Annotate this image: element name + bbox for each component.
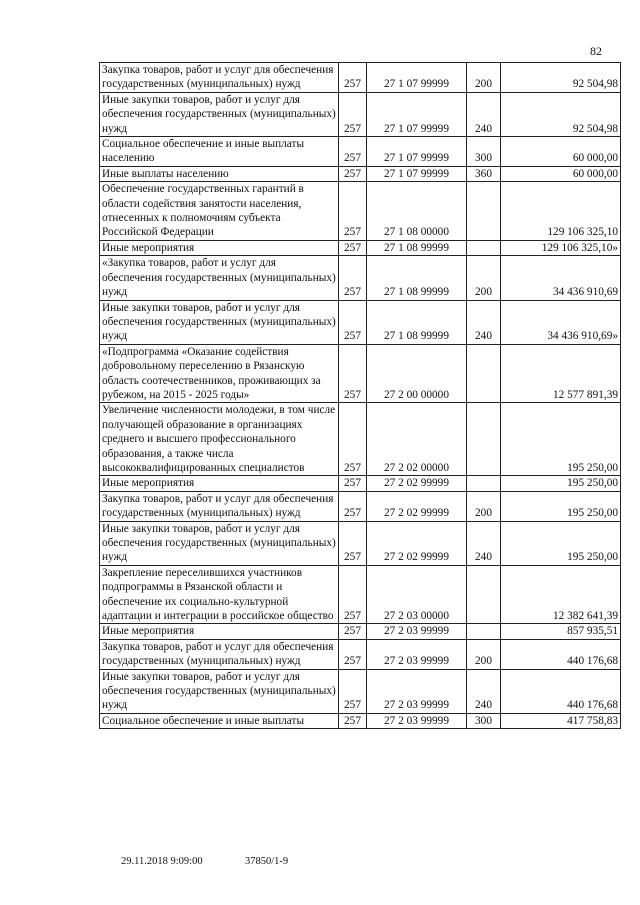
row-sum: 440 176,68: [501, 639, 621, 669]
row-name: Иные закупки товаров, работ и услуг для обеспечения государственных (муниципальных) нужд: [100, 521, 339, 565]
row-vr: [467, 403, 501, 476]
row-vr: [467, 476, 501, 491]
row-sum: 440 176,68: [501, 669, 621, 713]
table-row: [100, 344, 621, 403]
row-sum: 92 504,98: [501, 63, 621, 93]
row-vr: 200: [467, 491, 501, 521]
row-ved: 257: [339, 137, 367, 167]
row-name: Социальное обеспечение и иные выплаты: [100, 713, 339, 728]
row-sum: 92 504,98: [501, 92, 621, 136]
row-ved: 257: [339, 713, 367, 728]
row-ved: 257: [339, 521, 367, 565]
row-ved: 257: [339, 476, 367, 491]
table-row: [100, 476, 621, 491]
footer-doc-id: 37850/1-9: [245, 856, 289, 867]
row-vr: 200: [467, 639, 501, 669]
row-sum: 34 436 910,69»: [501, 300, 621, 344]
row-sum: 60 000,00: [501, 137, 621, 167]
row-vr: 200: [467, 256, 501, 300]
row-csr: 27 2 02 99999: [367, 491, 467, 521]
row-sum: 60 000,00: [501, 166, 621, 181]
row-ved: 257: [339, 256, 367, 300]
row-ved: 257: [339, 624, 367, 639]
row-vr: 240: [467, 521, 501, 565]
table-row: [100, 713, 621, 728]
row-ved: 257: [339, 669, 367, 713]
row-csr: 27 2 03 99999: [367, 624, 467, 639]
row-csr: 27 2 02 99999: [367, 476, 467, 491]
row-name: Закрепление переселившихся участников подпрограммы в Рязанской области и обеспечение их социально-культурной адаптации и интеграции в российское общество: [100, 565, 339, 624]
row-csr: 27 2 03 99999: [367, 713, 467, 728]
table-row: [100, 491, 621, 521]
table-row: [100, 63, 621, 93]
row-sum: 195 250,00: [501, 521, 621, 565]
row-csr: 27 1 08 99999: [367, 300, 467, 344]
row-sum: 34 436 910,69: [501, 256, 621, 300]
row-sum: 417 758,83: [501, 713, 621, 728]
row-name: Закупка товаров, работ и услуг для обеспечения государственных (муниципальных) нужд: [100, 491, 339, 521]
row-vr: 200: [467, 63, 501, 93]
row-vr: [467, 182, 501, 241]
row-sum: 195 250,00: [501, 476, 621, 491]
row-name: «Подпрограмма «Оказание содействия добровольному переселению в Рязанскую область соотечественников, проживающих за рубежом, на 2015 - 2025 годы»: [100, 344, 339, 403]
row-vr: [467, 344, 501, 403]
row-name: Закупка товаров, работ и услуг для обеспечения государственных (муниципальных) нужд: [100, 639, 339, 669]
page-number: 82: [590, 44, 602, 58]
row-sum: 195 250,00: [501, 491, 621, 521]
row-vr: 240: [467, 300, 501, 344]
row-name: Закупка товаров, работ и услуг для обеспечения государственных (муниципальных) нужд: [100, 63, 339, 93]
budget-table: [99, 62, 621, 729]
table-row: [100, 240, 621, 255]
row-name: Иные закупки товаров, работ и услуг для обеспечения государственных (муниципальных) нужд: [100, 669, 339, 713]
row-sum: 195 250,00: [501, 403, 621, 476]
row-name: Иные выплаты населению: [100, 166, 339, 181]
table-row: [100, 256, 621, 300]
row-ved: 257: [339, 344, 367, 403]
row-csr: 27 1 08 99999: [367, 240, 467, 255]
row-ved: 257: [339, 403, 367, 476]
row-ved: 257: [339, 639, 367, 669]
row-sum: 12 382 641,39: [501, 565, 621, 624]
table-row: [100, 92, 621, 136]
row-csr: 27 1 07 99999: [367, 137, 467, 167]
row-csr: 27 2 02 99999: [367, 521, 467, 565]
row-name: Обеспечение государственных гарантий в области содействия занятости населения, отнесенных к полномочиям субъекта Российской Федерации: [100, 182, 339, 241]
row-name: Социальное обеспечение и иные выплаты населению: [100, 137, 339, 167]
table-row: [100, 565, 621, 624]
row-ved: 257: [339, 240, 367, 255]
row-csr: 27 1 08 00000: [367, 182, 467, 241]
row-sum: 129 106 325,10: [501, 182, 621, 241]
row-sum: 129 106 325,10»: [501, 240, 621, 255]
row-vr: 240: [467, 669, 501, 713]
table-row: [100, 300, 621, 344]
row-ved: 257: [339, 565, 367, 624]
row-vr: 300: [467, 137, 501, 167]
row-csr: 27 2 03 00000: [367, 565, 467, 624]
row-ved: 257: [339, 92, 367, 136]
row-ved: 257: [339, 491, 367, 521]
row-sum: 857 935,51: [501, 624, 621, 639]
row-vr: 240: [467, 92, 501, 136]
row-name: Иные закупки товаров, работ и услуг для обеспечения государственных (муниципальных) нужд: [100, 92, 339, 136]
table-row: [100, 137, 621, 167]
row-csr: 27 2 03 99999: [367, 669, 467, 713]
row-csr: 27 1 08 99999: [367, 256, 467, 300]
row-csr: 27 1 07 99999: [367, 63, 467, 93]
row-name: Иные мероприятия: [100, 240, 339, 255]
row-ved: 257: [339, 182, 367, 241]
row-vr: 360: [467, 166, 501, 181]
row-vr: [467, 624, 501, 639]
row-sum: 12 577 891,39: [501, 344, 621, 403]
table-row: [100, 639, 621, 669]
table-row: [100, 521, 621, 565]
table-row: [100, 403, 621, 476]
row-name: Иные мероприятия: [100, 476, 339, 491]
table-row: [100, 624, 621, 639]
row-ved: 257: [339, 300, 367, 344]
row-ved: 257: [339, 63, 367, 93]
row-csr: 27 2 00 00000: [367, 344, 467, 403]
row-csr: 27 1 07 99999: [367, 166, 467, 181]
row-vr: [467, 240, 501, 255]
row-name: «Закупка товаров, работ и услуг для обеспечения государственных (муниципальных) нужд: [100, 256, 339, 300]
budget-table-body: [100, 63, 621, 729]
row-name: Увеличение численности молодежи, в том числе получающей образование в организациях среднего и высшего профессионального образования, а также числа высококвалифицированных специалистов: [100, 403, 339, 476]
table-row: [100, 166, 621, 181]
row-vr: 300: [467, 713, 501, 728]
row-csr: 27 2 03 99999: [367, 639, 467, 669]
footer-date: 29.11.2018 9:09:00: [121, 856, 203, 867]
row-vr: [467, 565, 501, 624]
table-row: [100, 182, 621, 241]
row-csr: 27 1 07 99999: [367, 92, 467, 136]
row-name: Иные закупки товаров, работ и услуг для обеспечения государственных (муниципальных) нужд: [100, 300, 339, 344]
row-csr: 27 2 02 00000: [367, 403, 467, 476]
row-name: Иные мероприятия: [100, 624, 339, 639]
row-ved: 257: [339, 166, 367, 181]
table-row: [100, 669, 621, 713]
